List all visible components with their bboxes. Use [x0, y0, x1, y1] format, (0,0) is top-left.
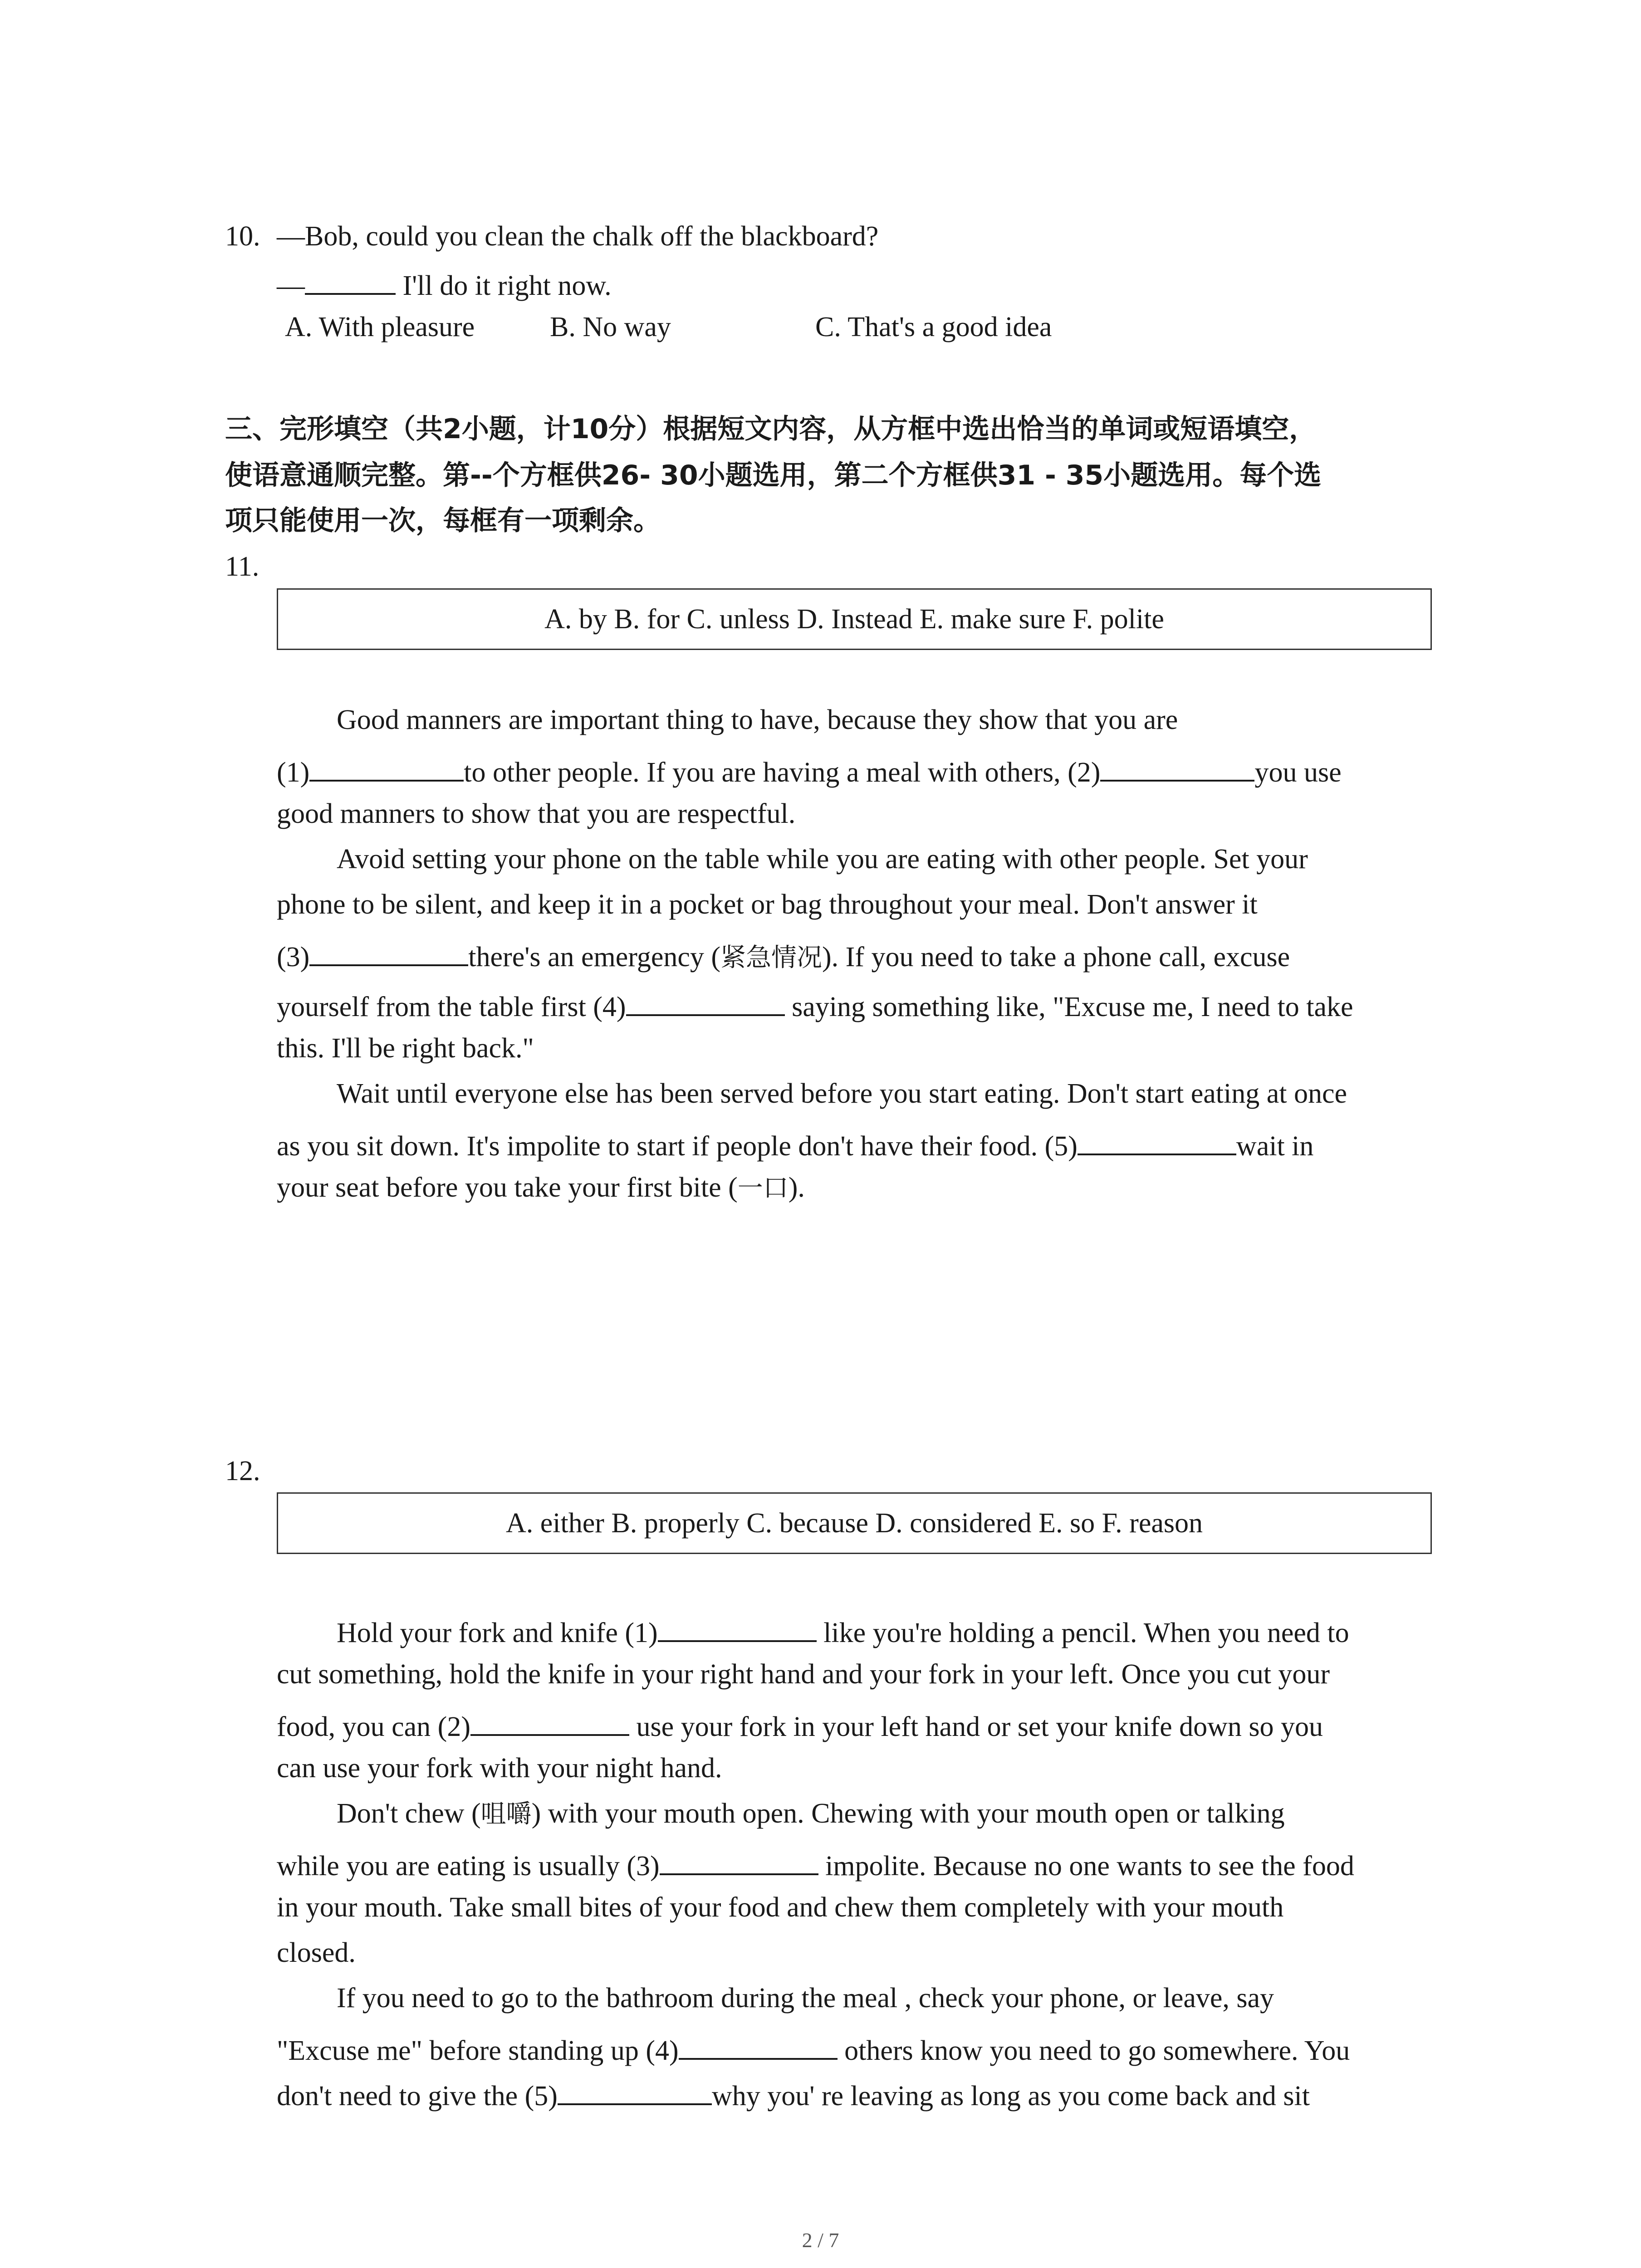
passage-line: Good manners are important thing to have, because they show that you are — [337, 704, 1178, 735]
passage-text: while you are eating is usually (3) — [277, 1850, 660, 1882]
answer-blank-3 — [309, 939, 468, 966]
passage-text: saying something like, "Excuse me, I need to take — [784, 991, 1353, 1022]
passage-line: can use your fork with your night hand. — [277, 1753, 722, 1784]
passage-text: ) with your mouth open. Chewing with your mouth open or talking — [531, 1798, 1285, 1829]
passage-text: to other people. If you are having a meal with others, (2) — [464, 757, 1101, 788]
passage-line — [337, 1615, 1349, 1647]
passage-text: impolite. Because no one wants to see the food — [818, 1850, 1354, 1882]
passage-text: like you're holding a pencil. When you need to — [816, 1617, 1349, 1648]
question-number: 11. — [225, 551, 260, 582]
passage-text: you use — [1254, 757, 1342, 788]
answer-dash: — — [277, 270, 305, 301]
blank-label: (3) — [277, 941, 310, 973]
section-heading-line-1: 三、完形填空（共2小题，计10分）根据短文内容，从方框中选出恰当的单词或短语填空， — [225, 413, 1317, 445]
section-heading-line-3: 项只能使用一次，每框有一项剩余。 — [225, 505, 661, 537]
question-number: 10. — [225, 221, 260, 252]
passage-line: Avoid setting your phone on the table while you are eating with other people. Set your — [337, 844, 1308, 875]
passage-text: why you' re leaving as long as you come back and sit — [711, 2080, 1310, 2112]
option-a: A. With pleasure — [285, 312, 475, 342]
answer-blank-5 — [1078, 1128, 1236, 1155]
answer-blank-4 — [679, 2033, 838, 2060]
passage-text: there's an emergency ( — [468, 941, 720, 973]
answer-text: I'll do it right now. — [396, 270, 612, 301]
answer-line — [277, 268, 612, 300]
chinese-gloss: 咀嚼 — [480, 1799, 532, 1829]
chinese-gloss: 紧急情况 — [720, 943, 822, 973]
answer-blank-3 — [660, 1848, 818, 1875]
passage-text: food, you can (2) — [277, 1711, 470, 1742]
passage-line: cut something, hold the knife in your right hand and your fork in your left. Once you cut your — [277, 1659, 1330, 1690]
passage-line: closed. — [277, 1937, 356, 1968]
passage-line — [277, 1709, 1323, 1741]
passage-line: If you need to go to the bathroom during the meal , check your phone, or leave, say — [337, 1983, 1274, 2014]
passage-text: don't need to give the (5) — [277, 2080, 558, 2112]
word-bank-box — [277, 588, 1432, 650]
section-heading-line-2: 使语意通顺完整。第--个方框供26- 30小题选用，第二个方框供31 - 35小题选用。每个选 — [225, 459, 1322, 491]
passage-text: yourself from the table first (4) — [277, 991, 626, 1022]
word-bank-text: A. by B. for C. unless D. Instead E. make sure F. polite — [544, 604, 1164, 635]
passage-line — [277, 939, 1290, 971]
answer-blank-4 — [626, 989, 785, 1016]
word-bank-text: A. either B. properly C. because D. considered E. so F. reason — [505, 1508, 1203, 1539]
passage-line — [277, 754, 1342, 787]
answer-blank-2 — [1100, 754, 1254, 782]
passage-line: Wait until everyone else has been served before you start eating. Don't start eating at once — [337, 1078, 1347, 1109]
passage-line — [277, 2078, 1310, 2110]
passage-text: ). — [788, 1172, 805, 1203]
passage-line — [277, 1848, 1354, 1880]
passage-line — [337, 1799, 1285, 1828]
page-number: 2 / 7 — [802, 2229, 839, 2252]
passage-text: "Excuse me" before standing up (4) — [277, 2035, 679, 2066]
passage-line — [277, 1128, 1313, 1160]
passage-line — [277, 989, 1353, 1021]
passage-text: Don't chew ( — [337, 1798, 481, 1829]
answer-blank-5 — [558, 2078, 712, 2105]
answer-blank-2 — [470, 1709, 629, 1736]
passage-line: in your mouth. Take small bites of your food and chew them completely with your mouth — [277, 1892, 1284, 1923]
passage-line: phone to be silent, and keep it in a pocket or bag throughout your meal. Don't answer it — [277, 889, 1258, 920]
passage-line: good manners to show that you are respectful. — [277, 798, 796, 829]
passage-line — [277, 2033, 1350, 2065]
passage-line: this. I'll be right back." — [277, 1033, 534, 1064]
option-c: C. That's a good idea — [815, 312, 1052, 342]
passage-text: use your fork in your left hand or set your knife down so you — [629, 1711, 1323, 1742]
passage-text: your seat before you take your first bite ( — [277, 1172, 738, 1203]
question-number: 12. — [225, 1456, 260, 1486]
passage-line — [277, 1173, 805, 1202]
passage-text: others know you need to go somewhere. You — [837, 2035, 1350, 2066]
option-b: B. No way — [550, 312, 671, 342]
passage-text: ). If you need to take a phone call, excuse — [822, 941, 1290, 973]
passage-text: wait in — [1236, 1130, 1314, 1162]
passage-text: as you sit down. It's impolite to start if people don't have their food. (5) — [277, 1130, 1078, 1162]
answer-blank-1 — [309, 754, 464, 782]
answer-blank — [305, 268, 396, 295]
question-text: —Bob, could you clean the chalk off the blackboard? — [277, 221, 879, 252]
answer-blank-1 — [658, 1615, 817, 1642]
blank-label: (1) — [277, 757, 310, 788]
word-bank-box — [277, 1492, 1432, 1554]
passage-text: Hold your fork and knife (1) — [337, 1617, 658, 1648]
chinese-gloss: 一口 — [737, 1173, 789, 1203]
